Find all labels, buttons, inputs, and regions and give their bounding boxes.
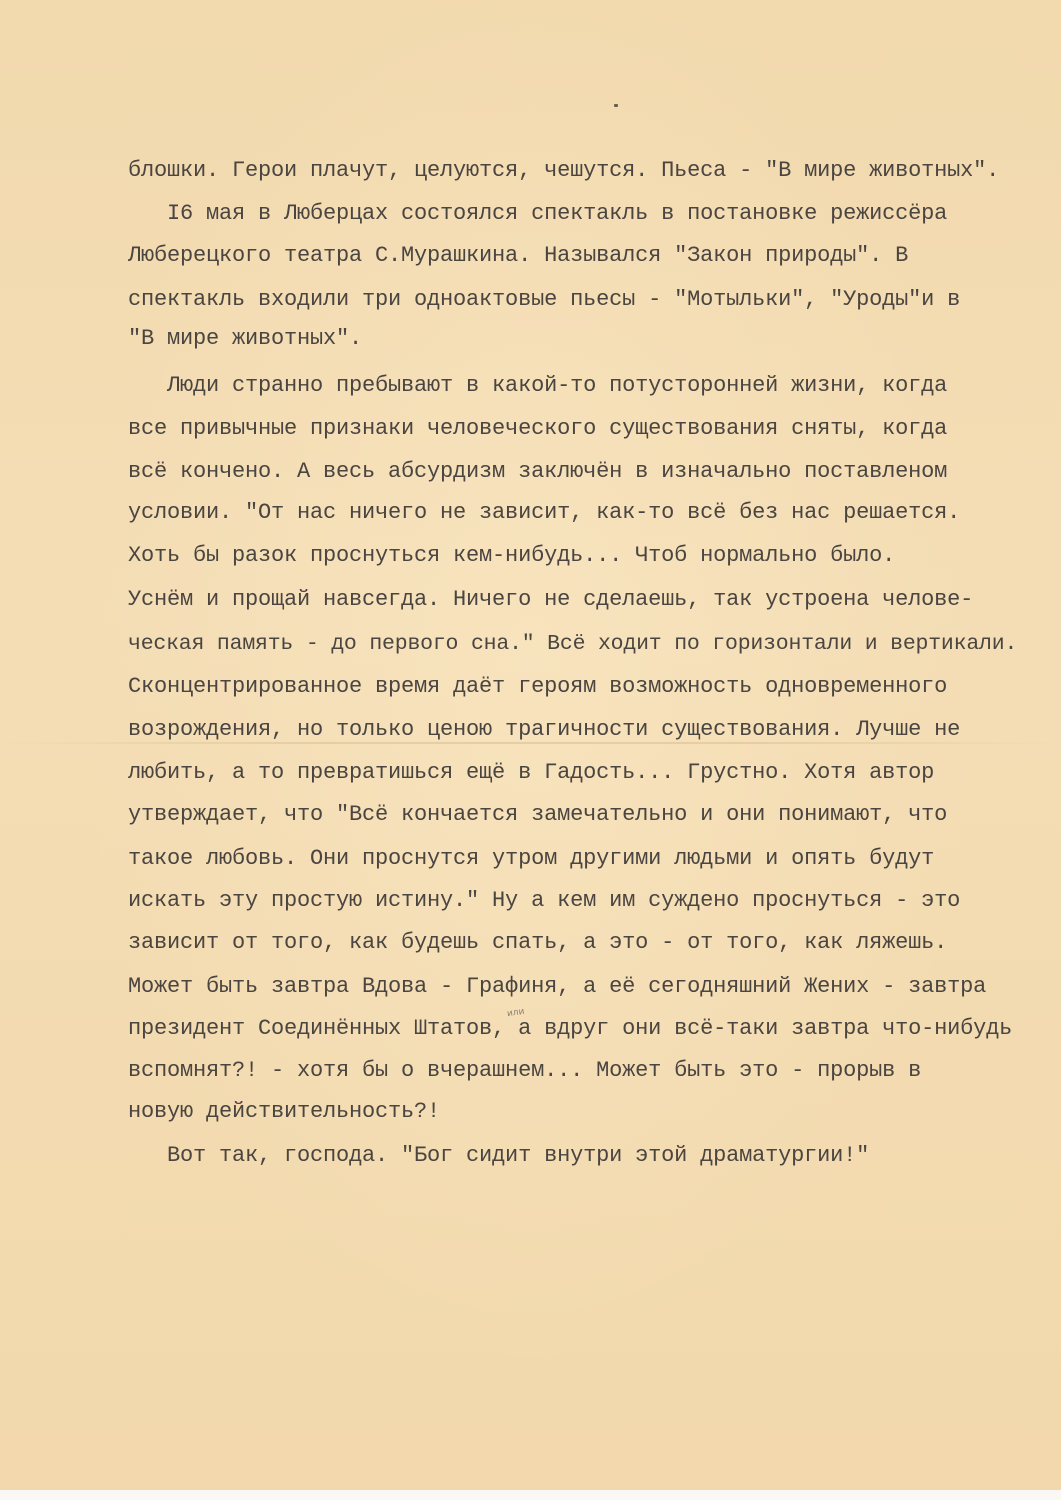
text-line: утверждает, что "Всё кончается замечательно и они понимают, что (128, 802, 948, 827)
text-line: Сконцентрированное время даёт героям возможность одновременного (128, 674, 948, 699)
text-line: Вот так, господа. "Бог сидит внутри этой драматургии!" (128, 1143, 870, 1168)
text-line: блошки. Герои плачут, целуются, чешутся. Пьеса - "В мире животных". (128, 158, 1000, 183)
text-line: условии. "От нас ничего не зависит, как-то всё без нас решается. (128, 500, 961, 525)
text-line: Уснём и прощай навсегда. Ничего не сделаешь, так устроена челове- (128, 587, 974, 612)
handwritten-note: или (506, 1006, 526, 1020)
text-line: Может быть завтра Вдова - Графиня, а её сегодняшний Жених - завтра (128, 974, 987, 999)
text-line: зависит от того, как будешь спать, а это - от того, как ляжешь. (128, 930, 948, 955)
text-line: Хоть бы разок проснуться кем-нибудь... Чтоб нормально было. (128, 543, 896, 568)
text-line: искать эту простую истину." Ну а кем им суждено проснуться - это (128, 888, 961, 913)
text-line: такое любовь. Они проснутся утром другими людьми и опять будут (128, 846, 935, 871)
text-line: ческая память - до первого сна." Всё ходит по горизонтали и вертикали. (128, 632, 1018, 656)
text-line: всё кончено. А весь абсурдизм заключён в изначально поставленом (128, 459, 948, 484)
text-line: новую действительность?! (128, 1099, 441, 1124)
text-line: президент Соединённых Штатов, а вдруг они всё-таки завтра что-нибудь (128, 1016, 1013, 1041)
text-line: Люди странно пребывают в какой-то потусторонней жизни, когда (128, 373, 948, 398)
text-line: возрождения, но только ценою трагичности существования. Лучше не (128, 717, 961, 742)
text-line: спектакль входили три одноактовые пьесы - "Мотыльки", "Уроды"и в (128, 287, 961, 312)
text-line: вспомнят?! - хотя бы о вчерашнем... Может быть это - прорыв в (128, 1058, 922, 1083)
text-line: "В мире животных". (128, 326, 363, 351)
text-line: любить, а то превратишься ещё в Гадость... Грустно. Хотя автор (128, 760, 935, 785)
text-line: Люберецкого театра С.Мурашкина. Назывался "Закон природы". В (128, 243, 909, 268)
text-line: все привычные признаки человеческого существования сняты, когда (128, 416, 948, 441)
text-line: I6 мая в Люберцах состоялся спектакль в постановке режиссёра (128, 201, 948, 226)
